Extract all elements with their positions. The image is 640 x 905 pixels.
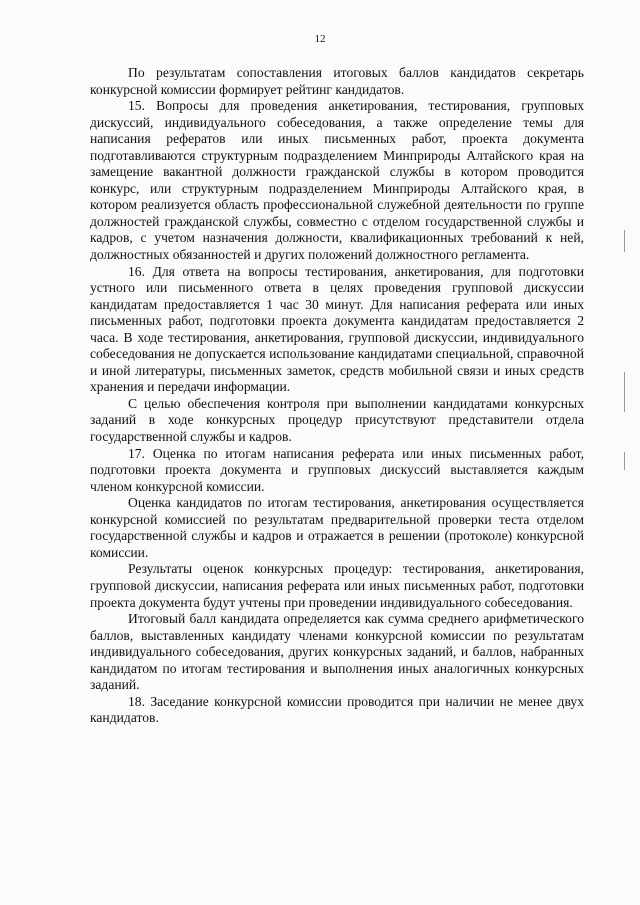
paragraph-17-testing: Оценка кандидатов по итогам тестирования, анкетирования осуществляется конкурсной комиссией по результатам предварительной проверки теста отделом государственной службы и кадров и отражается в решении (протоколе) конкурсной комиссии. bbox=[90, 495, 584, 560]
paragraph-18: 18. Заседание конкурсной комиссии проводится при наличии не менее двух кандидатов. bbox=[90, 693, 584, 726]
scan-edge-mark bbox=[624, 230, 625, 252]
paragraph-16: 16. Для ответа на вопросы тестирования, анкетирования, для подготовки устного или письменного ответа в целях проведения групповой дискуссии кандидатам предоставляется 1 час 30 минут. Для написания реферата или иных письменных работ, подготовки проекта документа кандидатам предоставляется 2 часа. В ходе тестирования, анкетирования, групповой дискуссии, индивидуального собеседования не допускается использование кандидатами специальной, справочной и иной литературы, письменных заметок, средств мобильной связи и иных средств хранения и передачи информации. bbox=[90, 263, 584, 395]
paragraph-15: 15. Вопросы для проведения анкетирования, тестирования, групповых дискуссий, индивидуального собеседования, а также определение темы для написания рефератов или иных письменных работ, проекта документа подготавливаются структурным подразделением Минприроды Алтайского края на замещение вакантной должности гражданской службы в котором проводится конкурс, или структурным подразделением Минприроды Алтайского края, в котором реализуется область профессиональной служебной деятельности по группе должностей гражданской службы, совместно с отделом государственной службы и кадров, с учетом назначения должности, квалификационных требований к ней, должностных обязанностей и других положений должностного регламента. bbox=[90, 98, 584, 263]
scan-edge-mark bbox=[624, 452, 625, 470]
paragraph-17-results: Результаты оценок конкурсных процедур: тестирования, анкетирования, групповой дискуссии, написания реферата или иных письменных работ, подготовки проекта документа будут учтены при проведении индивидуального собеседования. bbox=[90, 561, 584, 610]
scan-edge-mark bbox=[624, 372, 625, 412]
page-number: 12 bbox=[314, 33, 326, 45]
paragraph-16-control: С целью обеспечения контроля при выполнении кандидатами конкурсных заданий в ходе конкурсных процедур присутствуют представители отдела государственной службы и кадров. bbox=[90, 395, 584, 445]
paragraph-17-final-score: Итоговый балл кандидата определяется как сумма среднего арифметического баллов, выставленных кандидату членами конкурсной комиссии по результатам индивидуального собеседования, других конкурсных заданий, и баллов, набранных кандидатом по итогам тестирования и выполнения иных аналогичных конкурсных заданий. bbox=[90, 611, 584, 693]
paragraph-rating: По результатам сопоставления итоговых баллов кандидатов секретарь конкурсной комиссии формирует рейтинг кандидатов. bbox=[90, 65, 584, 97]
paragraph-17: 17. Оценка по итогам написания реферата или иных письменных работ, подготовки проекта документа и групповых дискуссий выставляется каждым членом конкурсной комиссии. bbox=[90, 445, 584, 494]
document-body bbox=[90, 65, 584, 727]
